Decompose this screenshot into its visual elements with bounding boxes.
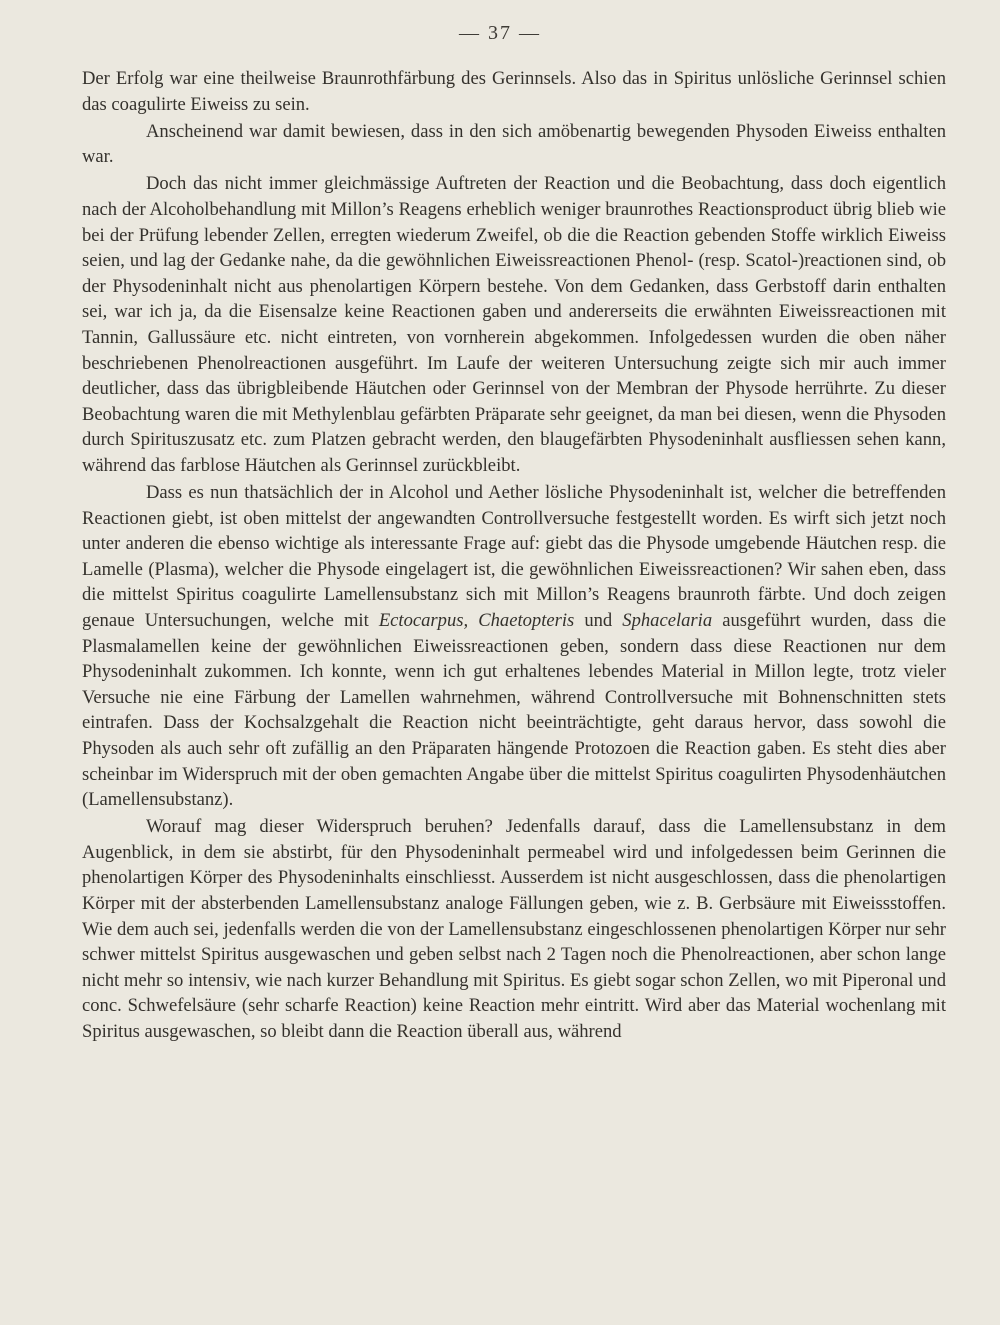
italic-text: Ectocarpus, Chaetopteris	[378, 609, 575, 631]
text-run: Der Erfolg war eine theilweise Braunrothfärbung des Gerinnsels. Also das in Spiritus unlösliche Gerinnsel schien das coagulirte Eiweiss zu sein.	[82, 68, 946, 115]
body-text	[82, 66, 946, 1045]
text-run: Dass es nun thatsächlich der in Alcohol und Aether lösliche Physodeninhalt ist, welcher die betreffenden Reactionen giebt, ist oben mittelst der angewandten Controllversuche festgestellt worden. Es wirft sich jetzt noch unter anderen die ebenso wichtige als interessante Frage auf: giebt das die Physode umgebende Häutchen resp. die Lamelle (Plasma), welcher die Physode eingelagert ist, die gewöhnlichen Eiweissreactionen? Wir sahen eben, dass die mittelst Spiritus coagulirte Lamellensubstanz sich mit Millon’s Reagens braunroth färbte. Und doch zeigen genaue Untersuchungen, welche mit	[82, 482, 946, 631]
text-run: ausgeführt wurden, dass die Plasmalamellen keine der gewöhnlichen Eiweissreactionen geben, sondern dass diese Reactionen nur dem Physodeninhalt zukommen. Ich konnte, wenn ich gut erhaltenes lebendes Material in Millon legte, trotz vieler Versuche nie eine Färbung der Lamellen wahrnehmen, während Controllversuche mit Bohnenschnitten stets eintrafen. Dass der Kochsalzgehalt die Reaction nicht beeinträchtigte, geht daraus hervor, dass sowohl die Physoden als auch sehr oft zufällig an den Präparaten hängende Protozoen die Reaction gaben. Es steht dies aber scheinbar im Widerspruch mit der oben gemachten Angabe über die mittelst Spiritus coagulirten Physodenhäutchen (Lamellensubstanz).	[82, 609, 946, 811]
text-run: und	[574, 609, 623, 631]
paragraph	[82, 814, 946, 1044]
text-run: Doch das nicht immer gleichmässige Auftreten der Reaction und die Beobachtung, dass doch eigentlich nach der Alcoholbehandlung mit Millon’s Reagens erheblich weniger braunrothes Reactionsproduct übrig blieb wie bei der Prüfung lebender Zellen, erregten wiederum Zweifel, ob die die Reaction gebenden Stoffe wirklich Eiweiss seien, und lag der Gedanke nahe, da die gewöhnlichen Eiweissreactionen Phenol- (resp. Scatol-)reactionen sind, ob der Physodeninhalt nicht aus phenolartigen Körpern bestehe. Von dem Gedanken, dass Gerbstoff darin enthalten sei, war ich ja, da die Eisensalze keine Reactionen gaben und andererseits die erwähnten Eiweissreactionen mit Tannin, Gallussäure etc. nicht eintreten, von vornherein abgekommen. Infolgedessen wurden die oben näher beschriebenen Phenolreactionen ausgeführt. Im Laufe der weiteren Untersuchung zeigte sich mir auch immer deutlicher, dass das übrigbleibende Häutchen oder Gerinnsel von der Membran der Physode herrührte. Zu dieser Beobachtung waren die mit Methylenblau gefärbten Präparate sehr geeignet, da man bei diesen, wenn die Physoden durch Spirituszusatz etc. zum Platzen gebracht werden, den blaugefärbten Physodeninhalt ausfliessen sehen kann, während das farblose Häutchen als Gerinnsel zurückbleibt.	[82, 173, 946, 476]
paragraph	[82, 480, 946, 813]
paragraph	[82, 119, 946, 170]
italic-text: Sphacelaria	[622, 609, 713, 631]
paragraph	[82, 171, 946, 478]
text-run: Anscheinend war damit bewiesen, dass in den sich amöbenartig bewegenden Physoden Eiweiss enthalten war.	[82, 120, 946, 168]
page-number: — 37 —	[459, 22, 541, 44]
paragraph	[82, 66, 946, 117]
text-run: Worauf mag dieser Widerspruch beruhen? Jedenfalls darauf, dass die Lamellensubstanz in dem Augenblick, in dem sie abstirbt, für den Physodeninhalt permeabel wird und infolgedessen beim Gerinnen die phenolartigen Körper des Physodeninhalts einschliesst. Ausserdem ist nicht ausgeschlossen, dass die phenolartigen Körper mit der absterbenden Lamellensubstanz analoge Fällungen geben, wie z. B. Gerbsäure mit Eiweissstoffen. Wie dem auch sei, jedenfalls werden die von der Lamellensubstanz eingeschlossenen phenolartigen Körper nur sehr schwer mittelst Spiritus ausgewaschen und geben selbst nach 2 Tagen noch die Phenolreactionen, aber schon lange nicht mehr so intensiv, wie nach kurzer Behandlung mit Spiritus. Es giebt sogar schon Zellen, wo mit Piperonal und conc. Schwefelsäure (sehr scharfe Reaction) keine Reaction mehr eintritt. Wird aber das Material wochenlang mit Spiritus ausgewaschen, so bleibt dann die Reaction überall aus, während	[82, 816, 946, 1042]
